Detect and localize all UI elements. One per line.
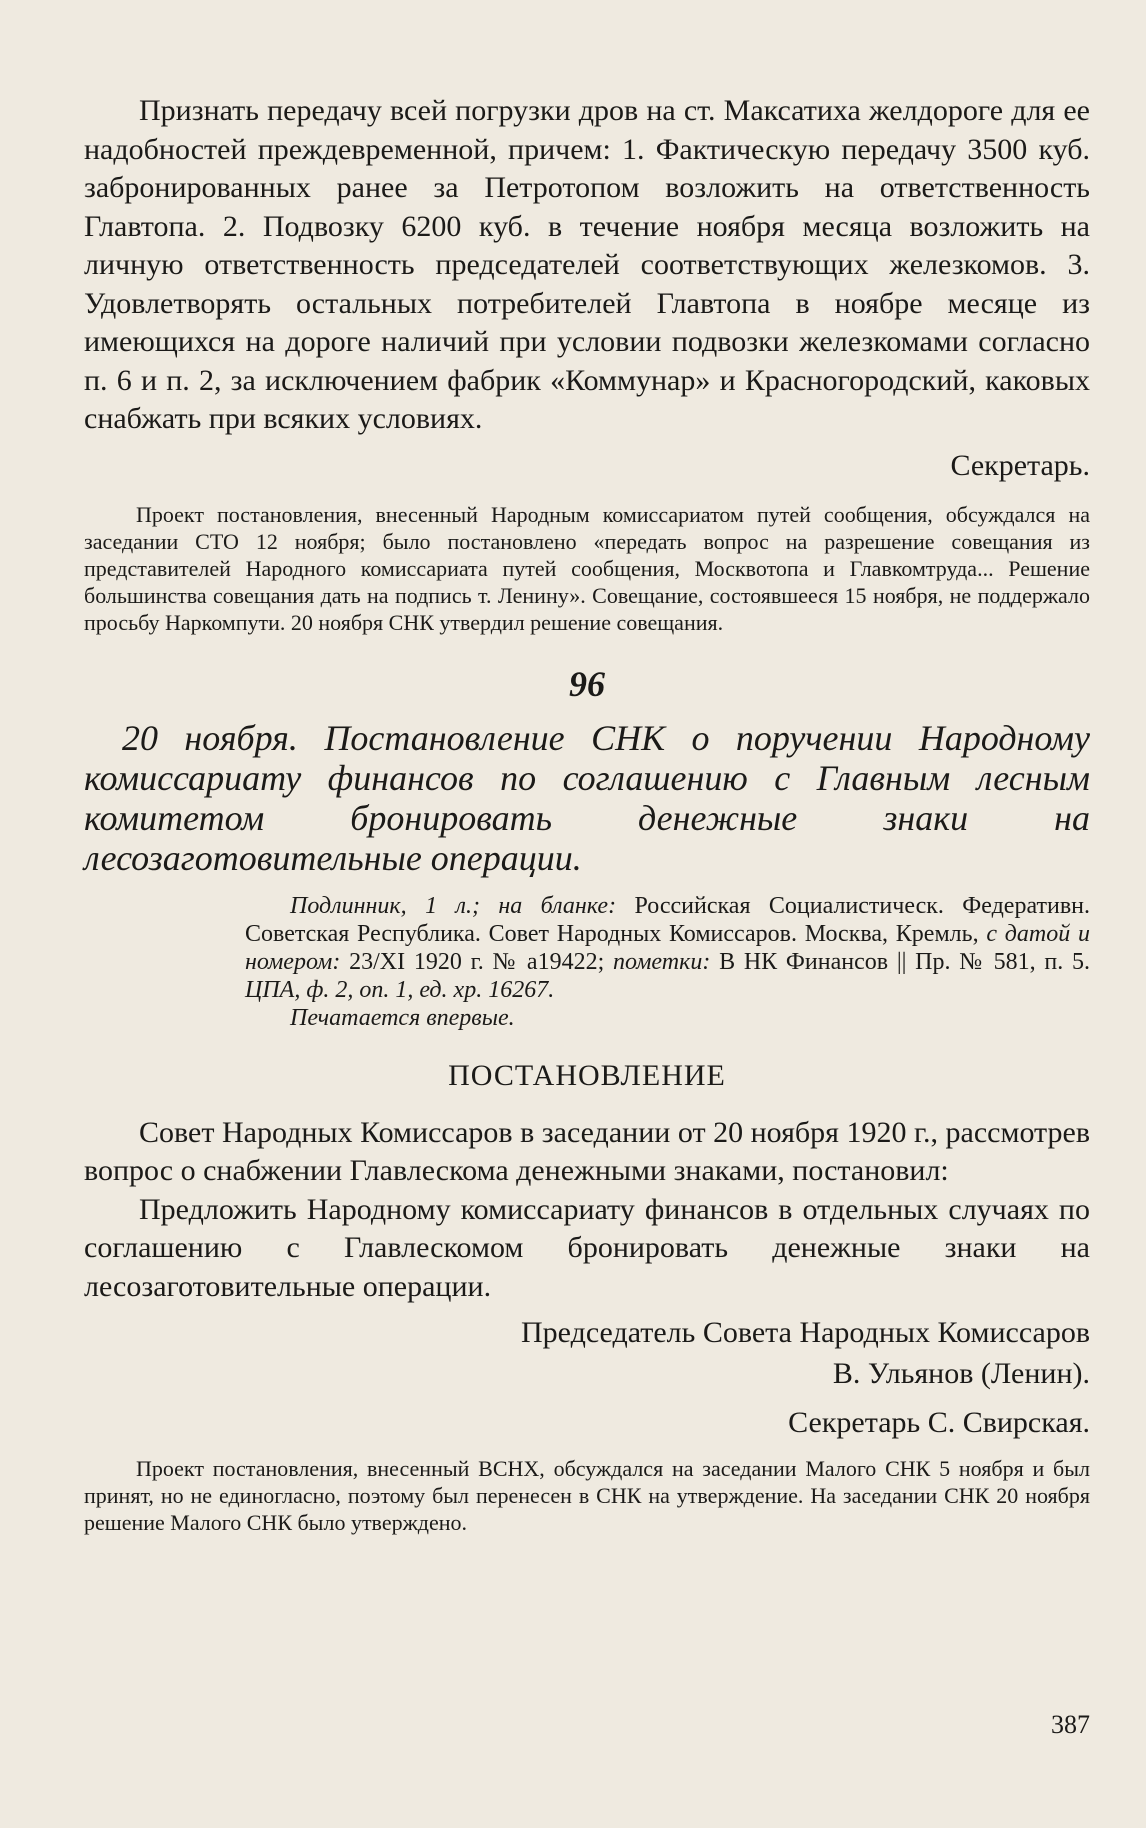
resolution-paragraph-1: Совет Народных Комиссаров в заседании от 20 ноября 1920 г., рассмотрев вопрос о снабжении Главлескома денежными знаками, постановил:: [84, 1115, 1090, 1187]
archive-date-label: с датой и номером:: [245, 920, 1090, 975]
chairman-title: Председатель Совета Народных Комиссаров: [521, 1316, 1090, 1349]
page-content: [84, 92, 1090, 1536]
archive-date-value: 23/XI 1920 г. № а19422;: [349, 948, 605, 975]
intro-secretary-signature: Секретарь.: [950, 448, 1090, 482]
secretary-signature: Секретарь С. Свирская.: [788, 1406, 1090, 1439]
archive-info: [245, 892, 1090, 1004]
printed-first-note: Печатается впервые.: [290, 1004, 515, 1031]
document-number: 96: [569, 663, 605, 704]
archive-marks-value: В НК Финансов || Пр. № 581, п. 5.: [719, 948, 1091, 975]
archive-original-label: Подлинник, 1 л.; на бланке:: [290, 892, 617, 919]
intro-paragraph: Признать передачу всей погрузки дров на ст. Максатиха желдороге для ее надобностей преждевременной, причем: 1. Фактическую передачу 3500 куб. забронированных ранее за Петротопом возложить на ответственность Главтопа. 2. Подвозку 6200 куб. в течение ноября месяца возложить на личную ответственность председателей соответствующих железкомов. 3. Удовлетворять остальных потребителей Главтопа в ноябре месяце из имеющихся на дороге наличий при условии подвозки железкомами согласно п. 6 и п. 2, за исключением фабрик «Коммунар» и Красногородский, каковых снабжать при всяких условиях.: [84, 94, 1090, 435]
archive-marks-label: пометки:: [613, 948, 711, 975]
page-number: 387: [1051, 1710, 1090, 1739]
intro-note: Проект постановления, внесенный Народным комиссариатом путей сообщения, обсуждался на заседании СТО 12 ноября; было постановлено «передать вопрос на разрешение совещания из представителей Народного комиссариата путей сообщения, Москвотопа и Главкомтруда... Решение большинства совещания дать на подпись т. Ленину». Совещание, состоявшееся 15 ноября, не поддержало просьбу Наркомпути. 20 ноября СНК утвердил решение совещания.: [84, 501, 1090, 635]
archive-source: ЦПА, ф. 2, оп. 1, ед. хр. 16267.: [245, 976, 555, 1003]
archive-blank-text: Российская Социалистическ. Федеративн. Советская Республика. Совет Народных Комиссаров. Москва, Кремль,: [245, 892, 1090, 947]
resolution-paragraph-2: Предложить Народному комиссариату финансов в отдельных случаях по соглашению с Главлескомом бронировать денежные знаки на лесозаготовительные операции.: [84, 1192, 1090, 1303]
resolution-heading: ПОСТАНОВЛЕНИЕ: [448, 1058, 726, 1092]
document-title: 20 ноября. Постановление СНК о поручении Народному комиссариату финансов по соглашению с Главным лесным комитетом бронировать денежные знаки на лесозаготовительные операции.: [84, 717, 1090, 878]
chairman-name: В. Ульянов (Ленин).: [832, 1357, 1090, 1390]
resolution-note: Проект постановления, внесенный ВСНХ, обсуждался на заседании Малого СНК 5 ноября и был принят, но не единогласно, поэтому был перенесен в СНК на утверждение. На заседании СНК 20 ноября решение Малого СНК было утверждено.: [84, 1456, 1090, 1535]
